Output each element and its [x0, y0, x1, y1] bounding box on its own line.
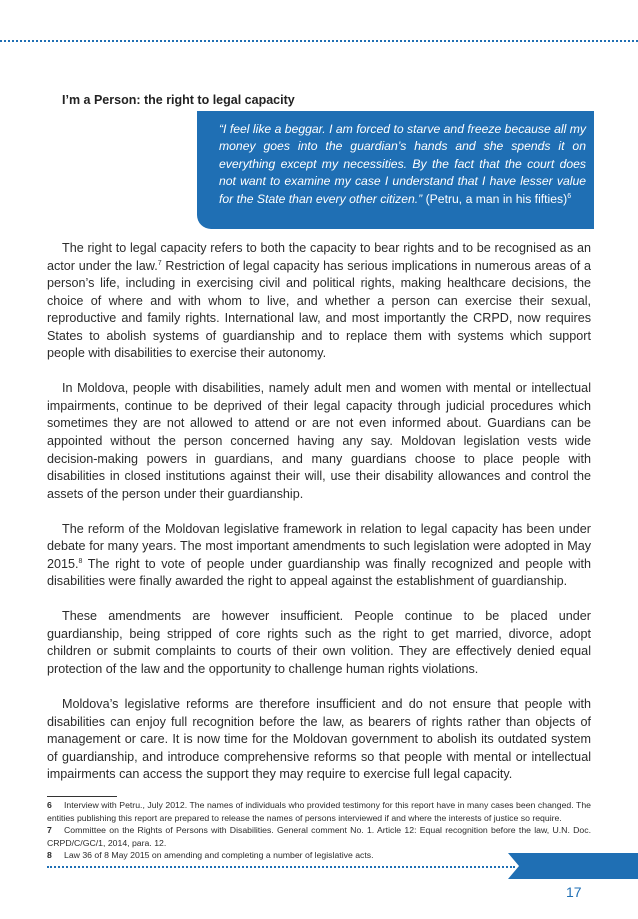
paragraph-text: The reform of the Moldovan legislative framework in relation to legal capacity has been under debate for many years. The most important amendments to such legislation were adopted in May 2015.	[47, 521, 591, 571]
footnote-number: 6	[47, 800, 52, 810]
footnote-number: 7	[47, 825, 52, 836]
footnote-ref: 8	[78, 557, 83, 565]
footnote-text: Interview with Petru., July 2012. The names of individuals who provided testimony for this report have in many cases been changed. The entities publishing this report are prepared to release the names of persons interviewed if and where the interests of justice so require.	[47, 800, 591, 823]
footnote-text: Committee on the Rights of Persons with Disabilities. General comment No. 1. Article 12: Equal recognition before the law, U.N. Doc. CRPD/C/GC/1, 2014, para. 12.	[47, 825, 591, 848]
body-text	[47, 240, 591, 784]
footnote-6	[47, 799, 591, 824]
footnotes	[47, 799, 591, 862]
quote-footnote-ref: 6	[567, 192, 572, 200]
top-dotted-rule	[0, 40, 638, 42]
quote-text: “I feel like a beggar. I am forced to starve and freeze because all my money goes into the guardian’s hands and she spends it on everything except my necessities. By the fact that the court does not want to examine my case I understand that I have lesser value for the State than every other citizen.”	[219, 122, 586, 206]
footnote-7	[47, 824, 591, 849]
section-heading: I’m a Person: the right to legal capacity	[62, 93, 295, 107]
testimony-quote-box	[197, 111, 594, 229]
footnote-8	[47, 849, 591, 862]
paragraph-conclusion: Moldova’s legislative reforms are therefore insufficient and do not ensure that people with disabilities can enjoy full recognition before the law, as bearers of rights rather than objects of management or care. It is now time for the Moldovan government to abolish its outdated system of guardianship, and introduce comprehensive reforms so that people with mental or intellectual impairments can access the support they may require to exercise full legal capacity.	[47, 697, 591, 782]
paragraph-text: The right to vote of people under guardianship was finally recognized and people with disabilities were finally awarded the right to appeal against the establishment of guardianship.	[47, 556, 591, 589]
quote-attribution: (Petru, a man in his fifties)	[422, 191, 568, 206]
page-number: 17	[566, 884, 582, 900]
paragraph-text: The right to legal capacity refers to both the capacity to bear rights and to be recognised as an actor under the law.	[47, 241, 591, 273]
paragraph-legal-capacity-definition	[47, 240, 591, 363]
paragraph-amendments-insufficient: These amendments are however insufficient. People continue to be placed under guardianship, being stripped of core rights such as the right to get married, divorce, adopt children or submit complaints to courts of their own volition. They are effectively denied equal protection of the law and the opportunity to challenge human rights violations.	[47, 609, 591, 676]
footnote-number: 8	[47, 850, 52, 861]
bottom-dotted-rule	[47, 866, 515, 868]
paragraph-reform	[47, 521, 591, 591]
paragraph-text: Restriction of legal capacity has serious implications in numerous areas of a person’s life, including in exercising civil and political rights, making healthcare decisions, the choice of where and with whom to live, and whether a person can exercise their sexual, reproductive and family rights. International law, and most importantly the CRPD, now requires States to abolish systems of guardianship and to replace them with systems which support people with disabilities to exercise their autonomy.	[47, 258, 591, 361]
page-tab-decoration	[508, 853, 638, 879]
footnote-ref: 7	[157, 259, 162, 267]
footnote-separator	[47, 796, 117, 797]
paragraph-moldova-deprivation: In Moldova, people with disabilities, namely adult men and women with mental or intellectual impairments, continue to be deprived of their legal capacity through judicial procedures which sometimes they are not allowed to attend or are not even informed about. Guardians can be appointed without the person concerned having any say. Moldovan legislation vests wide decision-making powers in guardians, and many guardians choose to place people with disabilities in closed institutions against their will, use their disability allowances and control the assets of the person under their guardianship.	[47, 381, 591, 501]
footnote-text: Law 36 of 8 May 2015 on amending and completing a number of legislative acts.	[64, 850, 374, 861]
